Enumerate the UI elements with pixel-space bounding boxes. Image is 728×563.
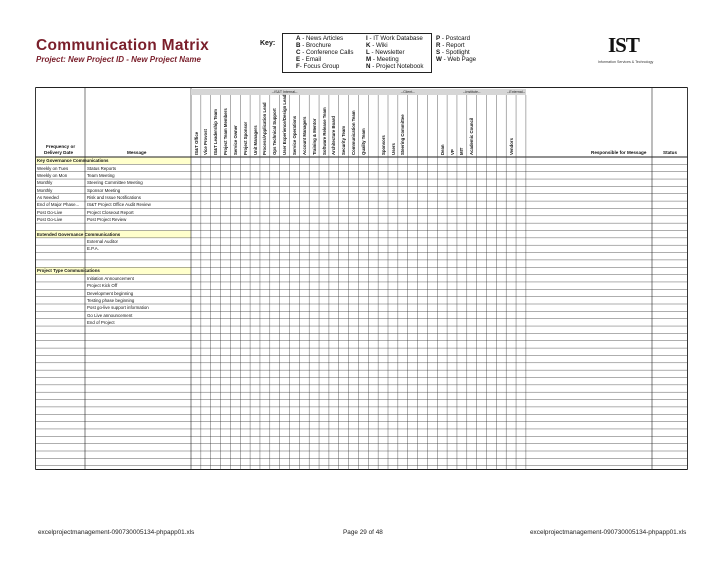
stakeholder-column-header: MIT — [459, 147, 465, 155]
stakeholder-column-header: Academic Council — [469, 117, 475, 155]
status-header: Status — [663, 150, 678, 155]
message-cell: Post Project Review — [87, 217, 127, 222]
stakeholder-column-header: IS&T Office — [193, 131, 199, 155]
key-item-text: - Wiki — [370, 42, 388, 49]
frequency-cell: As Needed — [37, 194, 59, 200]
group-header-client: --Client-- — [378, 89, 437, 95]
key-item-letter: N — [366, 63, 371, 70]
stakeholder-column-header: Users — [390, 143, 396, 155]
frequency-cell: End of Major Phase... — [37, 202, 80, 208]
key-item — [296, 42, 331, 49]
key-item-text: - Brochure — [300, 42, 332, 49]
key-item — [296, 63, 339, 70]
delivery-date-header: Delivery Date — [44, 150, 74, 155]
stakeholder-column-header: User Experience/Design Lead — [282, 94, 288, 155]
group-header-institute: --Institute-- — [437, 89, 506, 95]
key-item-text: - Newsletter — [369, 49, 405, 56]
key-item-letter: P — [436, 35, 441, 42]
stakeholder-column-header: Architecture Board — [331, 116, 337, 155]
message-cell: External Auditor — [87, 239, 118, 245]
stakeholder-column-header: Vice Provost — [203, 129, 209, 155]
key-item-letter: B — [296, 42, 301, 49]
message-cell: Project Closeout Report — [87, 209, 134, 215]
key-item — [366, 63, 423, 70]
key-item-letter: L — [366, 49, 370, 56]
key-item — [296, 35, 343, 42]
key-item — [366, 56, 399, 63]
stakeholder-column-header: Vendors — [508, 138, 514, 155]
stakeholder-column-header: Dean — [439, 144, 445, 155]
stakeholder-column-header: IS&T Leadership Team — [213, 108, 219, 155]
message-cell: Sponsor Meeting — [87, 187, 121, 193]
responsible-header: Responsible for Message — [591, 150, 647, 155]
message-cell: Initiation Announcement — [87, 275, 134, 281]
section-title: Project Type Communications — [37, 268, 100, 274]
frequency-header: Frequency or — [46, 144, 76, 149]
key-item — [296, 56, 321, 63]
group-header-external: --External-- — [507, 90, 526, 94]
key-item-text: - Conference Calls — [300, 49, 354, 56]
frequency-cell: Weekly on Tues — [37, 165, 69, 171]
key-item-letter: I — [366, 35, 368, 42]
key-item — [436, 56, 476, 63]
message-header: Message — [127, 150, 147, 155]
stakeholder-column-header: Steering Committee — [400, 114, 406, 155]
logo-subtext: Information Services & Technology — [598, 60, 654, 64]
key-item — [366, 49, 405, 56]
group-header-internal: --IS&T Internal-- — [191, 89, 378, 95]
ist-logo — [598, 33, 688, 73]
frequency-cell: Post Go-Live — [37, 209, 63, 215]
key-item-letter: F — [296, 63, 300, 70]
message-cell: Testing phase beginning — [87, 297, 135, 303]
frequency-cell: Monthly — [37, 187, 53, 193]
key-item — [296, 49, 353, 56]
section-title: Extended Governance Communications — [37, 231, 121, 237]
section-title: Key Governance Communications — [37, 158, 109, 164]
message-cell: Risk and Issue Notifications — [87, 194, 141, 200]
stakeholder-column-header: Service Operations — [292, 115, 297, 155]
stakeholder-column-header: Project Team Members — [223, 108, 229, 155]
stakeholder-column-header: Sponsors — [380, 135, 386, 155]
key-item-text: - Spotlight — [440, 49, 470, 56]
key-item-letter: S — [436, 49, 441, 56]
message-cell: Steering Committee Meeting — [87, 180, 143, 186]
stakeholder-column-header: Account Managers — [301, 116, 307, 155]
message-cell: IS&T Project Office Audit Review — [87, 202, 151, 208]
frequency-cell: Post Go-Live — [37, 217, 63, 222]
key-item-text: - Focus Group — [299, 63, 340, 70]
stakeholder-column-header: Quality Team — [360, 128, 366, 155]
key-item-letter: R — [436, 42, 441, 49]
key-item-text: - Report — [440, 42, 465, 49]
message-cell: Post go-live support information — [87, 305, 149, 311]
key-item-text: - IT Work Database — [367, 35, 423, 42]
key-item-text: - Meeting — [371, 56, 399, 63]
message-cell: Project Kick Off — [87, 283, 118, 289]
key-item-letter: K — [366, 42, 371, 49]
key-item-text: - News Articles — [300, 35, 344, 42]
message-cell: Team Meeting — [87, 172, 115, 178]
stakeholder-column-header: Training & Mentor — [311, 118, 317, 155]
stakeholder-column-header: Unit Managers — [252, 125, 258, 155]
footer-page-number: Page 29 of 48 — [343, 529, 383, 536]
message-cell: E.P.A. — [87, 246, 99, 252]
frequency-cell: Weekly on Mon — [37, 172, 68, 178]
message-cell: Status Reports — [87, 165, 117, 171]
page-title: Communication Matrix — [36, 37, 210, 54]
key-item-letter: A — [296, 35, 301, 42]
stakeholder-column-header: Process/Application Lead — [262, 102, 268, 155]
stakeholder-column-header: Ops Technical Support — [272, 108, 278, 155]
key-item — [436, 49, 470, 56]
message-cell: Go Live announcement — [87, 312, 133, 318]
stakeholder-column-header: Communication Team — [351, 110, 357, 155]
footer-filename-left: excelprojectmanagement-090730005134-phpapp01.xls — [38, 529, 195, 536]
key-item-text: - Postcard — [440, 35, 471, 42]
stakeholder-column-header: Service Owner — [232, 125, 238, 155]
stakeholder-column-header: Software Release Team — [321, 107, 327, 155]
key-item-letter: E — [296, 56, 301, 63]
key-label: Key: — [260, 40, 276, 47]
key-item-letter: M — [366, 56, 372, 63]
message-cell: Development beginning — [87, 290, 134, 296]
logo-text: IST — [608, 33, 639, 57]
stakeholder-column-header: Project Sponsor — [242, 121, 248, 155]
stakeholder-column-header: Security Team — [341, 125, 347, 155]
key-item-text: - Web Page — [441, 56, 477, 63]
key-item-letter: C — [296, 49, 301, 56]
footer-filename-right: excelprojectmanagement-090730005134-phpapp01.xls — [530, 529, 687, 536]
key-item-text: - Email — [300, 56, 322, 63]
message-cell: End of Project — [87, 319, 115, 325]
stakeholder-column-header: VP — [449, 149, 455, 155]
frequency-cell: Monthly — [37, 180, 53, 186]
key-item — [366, 35, 423, 42]
page-subtitle: Project: New Project ID - New Project Name — [36, 55, 201, 64]
key-item-letter: W — [436, 56, 442, 63]
key-item-text: - Project Notebook — [370, 63, 424, 70]
key-item — [366, 42, 388, 49]
key-item — [436, 35, 470, 42]
key-item — [436, 42, 465, 49]
